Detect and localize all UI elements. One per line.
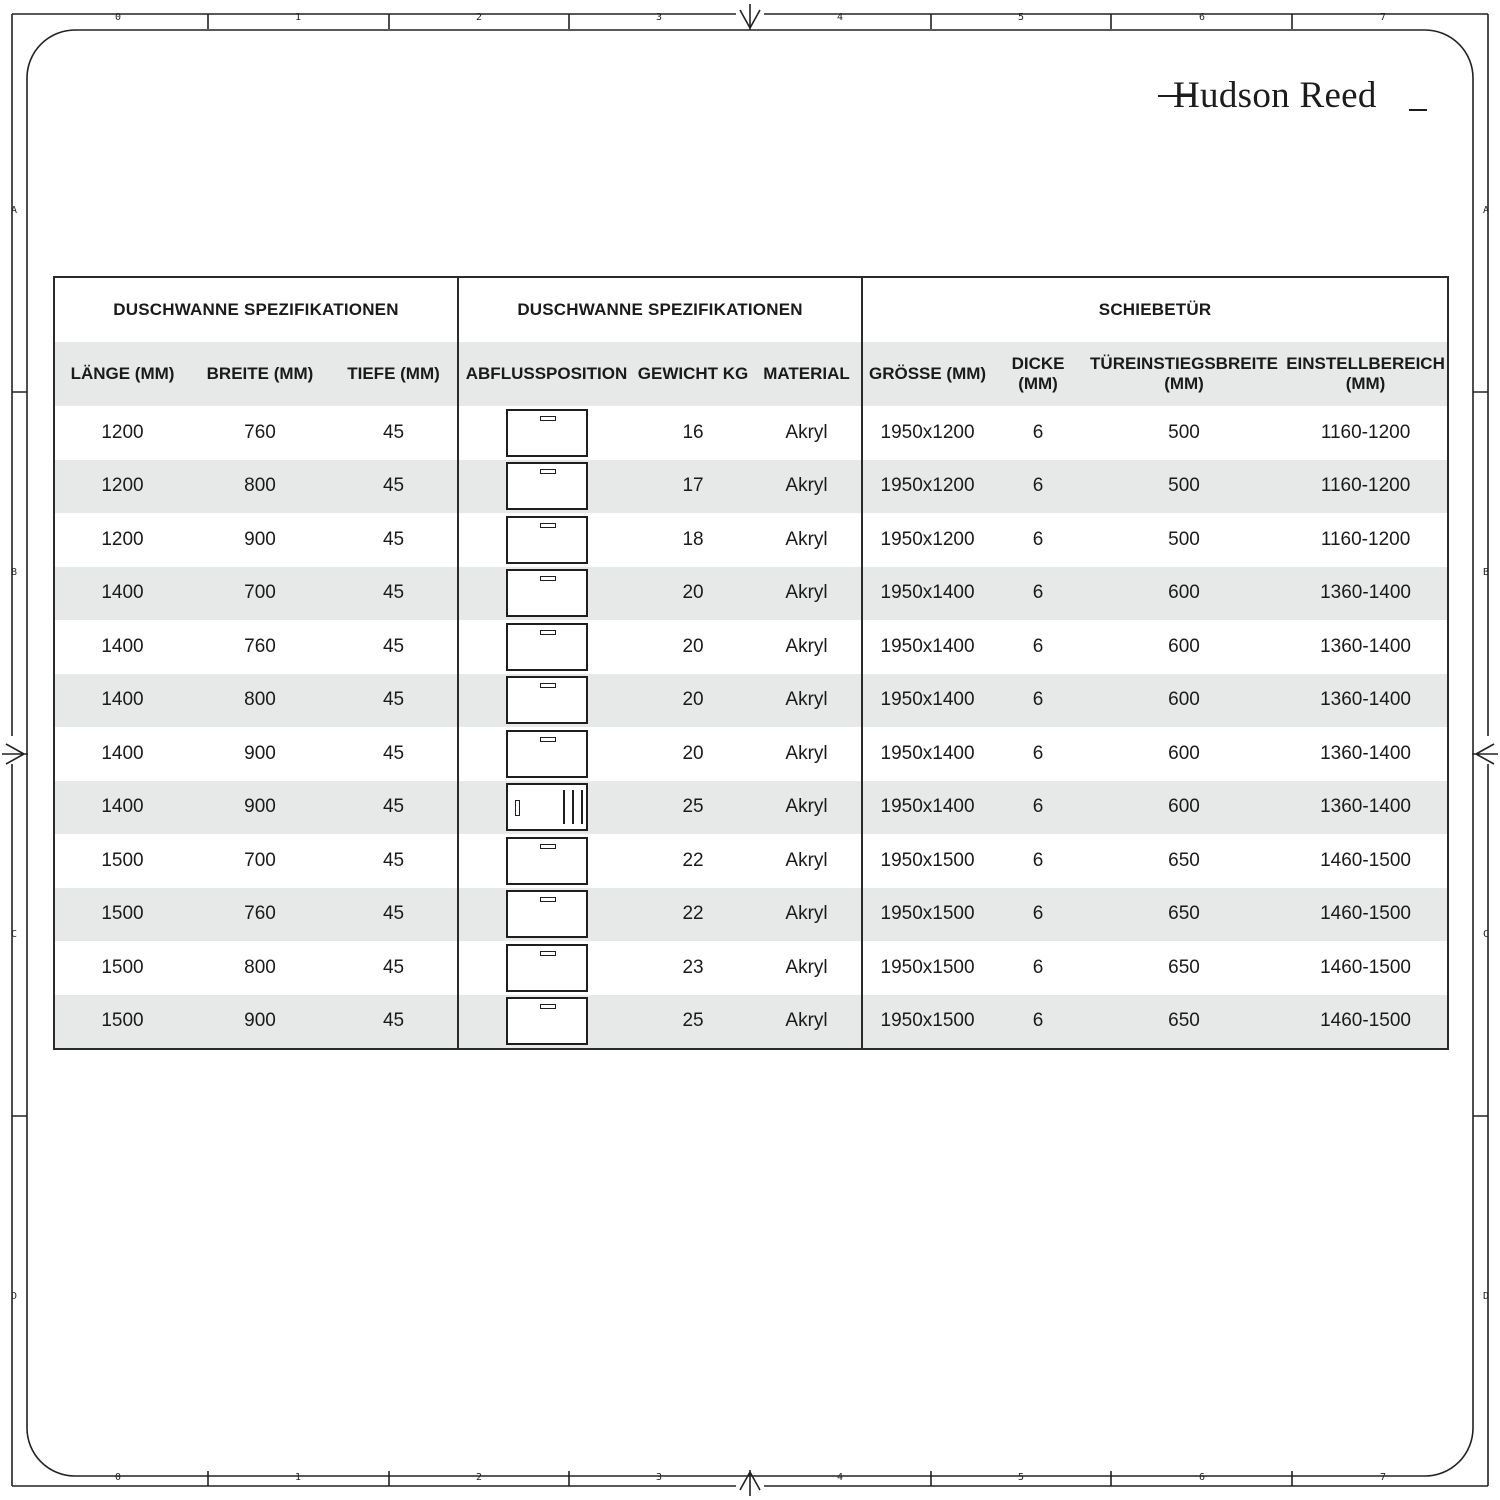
table-row [54,620,1448,674]
drain-marker [540,737,556,742]
cell-einstieg: 600 [1084,567,1284,621]
table-row [54,567,1448,621]
left-row-marker: C [10,929,18,940]
drain-position-cell [458,674,634,728]
cell-bereich: 1360-1400 [1284,781,1448,835]
cell-laenge: 1400 [101,742,144,764]
brand-logo [1155,72,1427,118]
drain-position-cell [458,567,634,621]
cell-groesse: 1950x1400 [862,674,992,728]
drain-position-cell [458,620,634,674]
cell-breite: 900 [190,781,330,835]
group-header-tray-dimensions: DUSCHWANNE SPEZIFIKATIONEN [54,277,458,342]
tray-end-drain-icon [506,569,588,617]
cell-material: Akryl [752,941,862,995]
cell-tiefe: 45 [330,888,458,942]
cell-bereich: 1460-1500 [1284,888,1448,942]
cell-einstieg: 650 [1168,956,1200,978]
cell-dicke: 6 [992,567,1084,621]
right-row-marker: A [1482,205,1490,216]
group-header-tray-details: DUSCHWANNE SPEZIFIKATIONEN [458,277,862,342]
left-row-marker: D [10,1291,18,1302]
cell-dicke: 6 [1032,635,1044,657]
bottom-column-marker: 1 [294,1472,302,1483]
cell-breite: 900 [244,528,276,550]
tray-end-drain-icon [506,462,588,510]
tray-end-drain-icon [506,676,588,724]
cell-breite: 800 [190,460,330,514]
top-column-marker: 7 [1379,12,1387,23]
cell-gewicht: 17 [634,460,752,514]
cell-material: Akryl [752,834,862,888]
top-column-marker: 0 [114,12,122,23]
tray-end-drain-icon [506,944,588,992]
table-row [54,406,1448,460]
cell-breite: 900 [244,742,276,764]
cell-dicke: 6 [992,674,1084,728]
cell-gewicht: 22 [682,849,704,871]
bottom-column-marker: 0 [114,1472,122,1483]
drain-position-cell [458,995,634,1050]
drain-marker [540,576,556,581]
cell-breite: 760 [244,635,276,657]
table-row [54,513,1448,567]
cell-tiefe: 45 [330,995,458,1050]
right-row-marker: D [1482,1291,1490,1302]
col-header-laenge: LÄNGE (MM) [54,342,190,406]
cell-einstieg: 500 [1168,421,1200,443]
cell-laenge: 1400 [54,781,190,835]
cell-bereich: 1460-1500 [1320,956,1411,978]
table-row [54,674,1448,728]
tray-side-drain-icon [506,783,588,831]
right-row-marker: B [1482,567,1490,578]
table-row [54,727,1448,781]
top-column-marker: 2 [475,12,483,23]
spec-table-body [54,406,1448,1049]
drain-marker [540,1004,556,1009]
cell-gewicht: 25 [634,995,752,1050]
cell-gewicht: 22 [634,888,752,942]
cell-bereich: 1360-1400 [1320,742,1411,764]
drain-marker [540,897,556,902]
cell-einstieg: 600 [1084,674,1284,728]
drain-marker [515,800,520,816]
drain-position-cell [458,941,634,995]
bottom-column-marker: 4 [836,1472,844,1483]
tray-end-drain-icon [506,890,588,938]
cell-laenge: 1200 [54,460,190,514]
cell-material: Akryl [752,513,862,567]
logo-bar-right [1409,109,1427,111]
cell-einstieg: 600 [1168,635,1200,657]
cell-tiefe: 45 [330,941,458,995]
cell-groesse: 1950x1500 [880,956,975,978]
cell-gewicht: 20 [634,674,752,728]
bottom-column-marker: 5 [1017,1472,1025,1483]
cell-bereich: 1360-1400 [1284,674,1448,728]
cell-tiefe: 45 [330,513,458,567]
cell-einstieg: 600 [1168,742,1200,764]
top-column-marker: 6 [1198,12,1206,23]
drain-marker [540,683,556,688]
cell-dicke: 6 [1032,742,1044,764]
cell-laenge: 1500 [101,849,144,871]
cell-tiefe: 45 [330,727,458,781]
left-row-marker: B [10,567,18,578]
cell-bereich: 1460-1500 [1320,849,1411,871]
drain-position-cell [458,727,634,781]
bottom-column-marker: 3 [655,1472,663,1483]
cell-dicke: 6 [1032,956,1044,978]
cell-tiefe: 45 [330,567,458,621]
cell-dicke: 6 [992,460,1084,514]
cell-tiefe: 45 [330,781,458,835]
cell-gewicht: 23 [682,956,704,978]
cell-gewicht: 16 [682,421,704,443]
col-header-tiefe: TIEFE (MM) [330,342,458,406]
col-header-material: MATERIAL [752,342,862,406]
cell-laenge: 1200 [101,528,144,550]
cell-tiefe: 45 [330,460,458,514]
tray-end-drain-icon [506,516,588,564]
cell-material: Akryl [752,460,862,514]
top-column-marker: 1 [294,12,302,23]
cell-material: Akryl [752,727,862,781]
cell-breite: 760 [244,421,276,443]
cell-groesse: 1950x1200 [880,421,975,443]
cell-material: Akryl [752,674,862,728]
drain-marker [540,844,556,849]
drain-marker [540,416,556,421]
table-row [54,834,1448,888]
group-header-sliding-door: SCHIEBETÜR [862,277,1448,342]
cell-groesse: 1950x1500 [862,995,992,1050]
cell-einstieg: 650 [1168,849,1200,871]
cell-tiefe: 45 [330,674,458,728]
drain-marker [540,630,556,635]
grate-slat [572,790,574,824]
grate-slat [581,790,583,824]
cell-material: Akryl [752,620,862,674]
col-header-groesse: GRÖSSE (MM) [862,342,992,406]
logo-text: Hudson Reed [1173,75,1377,116]
table-row [54,460,1448,514]
tray-end-drain-icon [506,623,588,671]
cell-bereich: 1360-1400 [1320,635,1411,657]
drain-position-cell [458,888,634,942]
cell-gewicht: 18 [682,528,704,550]
cell-tiefe: 45 [330,406,458,460]
drain-position-cell [458,460,634,514]
cell-bereich: 1460-1500 [1284,995,1448,1050]
cell-dicke: 6 [992,781,1084,835]
cell-laenge: 1400 [101,635,144,657]
cell-material: Akryl [752,888,862,942]
tray-end-drain-icon [506,409,588,457]
cell-bereich: 1360-1400 [1284,567,1448,621]
col-header-breite: BREITE (MM) [190,342,330,406]
cell-groesse: 1950x1500 [862,888,992,942]
cell-laenge: 1500 [54,888,190,942]
cell-groesse: 1950x1500 [880,849,975,871]
cell-laenge: 1200 [101,421,144,443]
right-row-marker: C [1482,929,1490,940]
cell-dicke: 6 [992,888,1084,942]
grate-slat [563,790,565,824]
left-row-marker: A [10,205,18,216]
table-row [54,888,1448,942]
cell-dicke: 6 [1032,528,1044,550]
cell-breite: 760 [190,888,330,942]
cell-breite: 800 [190,674,330,728]
bottom-column-marker: 2 [475,1472,483,1483]
cell-breite: 900 [190,995,330,1050]
cell-material: Akryl [752,567,862,621]
col-header-dicke: DICKE (MM) [992,342,1084,406]
tray-end-drain-icon [506,997,588,1045]
cell-breite: 700 [190,567,330,621]
top-column-marker: 3 [655,12,663,23]
cell-einstieg: 650 [1084,995,1284,1050]
cell-laenge: 1500 [54,995,190,1050]
cell-groesse: 1950x1400 [880,635,975,657]
cell-groesse: 1950x1200 [862,460,992,514]
cell-dicke: 6 [1032,421,1044,443]
cell-material: Akryl [752,406,862,460]
cell-gewicht: 20 [682,742,704,764]
spec-table [53,276,1449,1050]
cell-material: Akryl [752,995,862,1050]
cell-bereich: 1160-1200 [1320,421,1411,443]
cell-breite: 800 [244,956,276,978]
col-header-tuereinstiegsbreite: TÜREINSTIEGSBREITE (MM) [1084,342,1284,406]
bottom-column-marker: 6 [1198,1472,1206,1483]
tray-end-drain-icon [506,730,588,778]
cell-einstieg: 500 [1168,528,1200,550]
table-row [54,781,1448,835]
group-header-row [54,277,1448,342]
col-header-abflussposition: ABFLUSSPOSITION [458,342,634,406]
cell-breite: 700 [244,849,276,871]
drain-position-cell [458,781,634,835]
drain-position-cell [458,406,634,460]
tray-end-drain-icon [506,837,588,885]
bottom-column-marker: 7 [1379,1472,1387,1483]
cell-gewicht: 20 [634,567,752,621]
column-header-row [54,342,1448,406]
cell-dicke: 6 [1032,849,1044,871]
cell-gewicht: 20 [682,635,704,657]
cell-tiefe: 45 [330,620,458,674]
cell-laenge: 1500 [101,956,144,978]
drain-position-cell [458,513,634,567]
top-column-marker: 5 [1017,12,1025,23]
cell-einstieg: 600 [1084,781,1284,835]
drain-marker [540,951,556,956]
cell-laenge: 1400 [54,674,190,728]
cell-bereich: 1160-1200 [1284,460,1448,514]
cell-dicke: 6 [992,995,1084,1050]
cell-tiefe: 45 [330,834,458,888]
cell-gewicht: 25 [634,781,752,835]
cell-bereich: 1160-1200 [1320,528,1411,550]
cell-groesse: 1950x1400 [862,781,992,835]
table-row [54,995,1448,1050]
top-column-marker: 4 [836,12,844,23]
cell-groesse: 1950x1400 [880,742,975,764]
cell-laenge: 1400 [54,567,190,621]
col-header-gewicht: GEWICHT KG [634,342,752,406]
cell-einstieg: 650 [1084,888,1284,942]
drain-marker [540,469,556,474]
cell-material: Akryl [752,781,862,835]
drain-position-cell [458,834,634,888]
drain-marker [540,523,556,528]
cell-einstieg: 500 [1084,460,1284,514]
table-row [54,941,1448,995]
col-header-einstellbereich: EINSTELLBEREICH (MM) [1284,342,1448,406]
cell-groesse: 1950x1400 [862,567,992,621]
cell-groesse: 1950x1200 [880,528,975,550]
